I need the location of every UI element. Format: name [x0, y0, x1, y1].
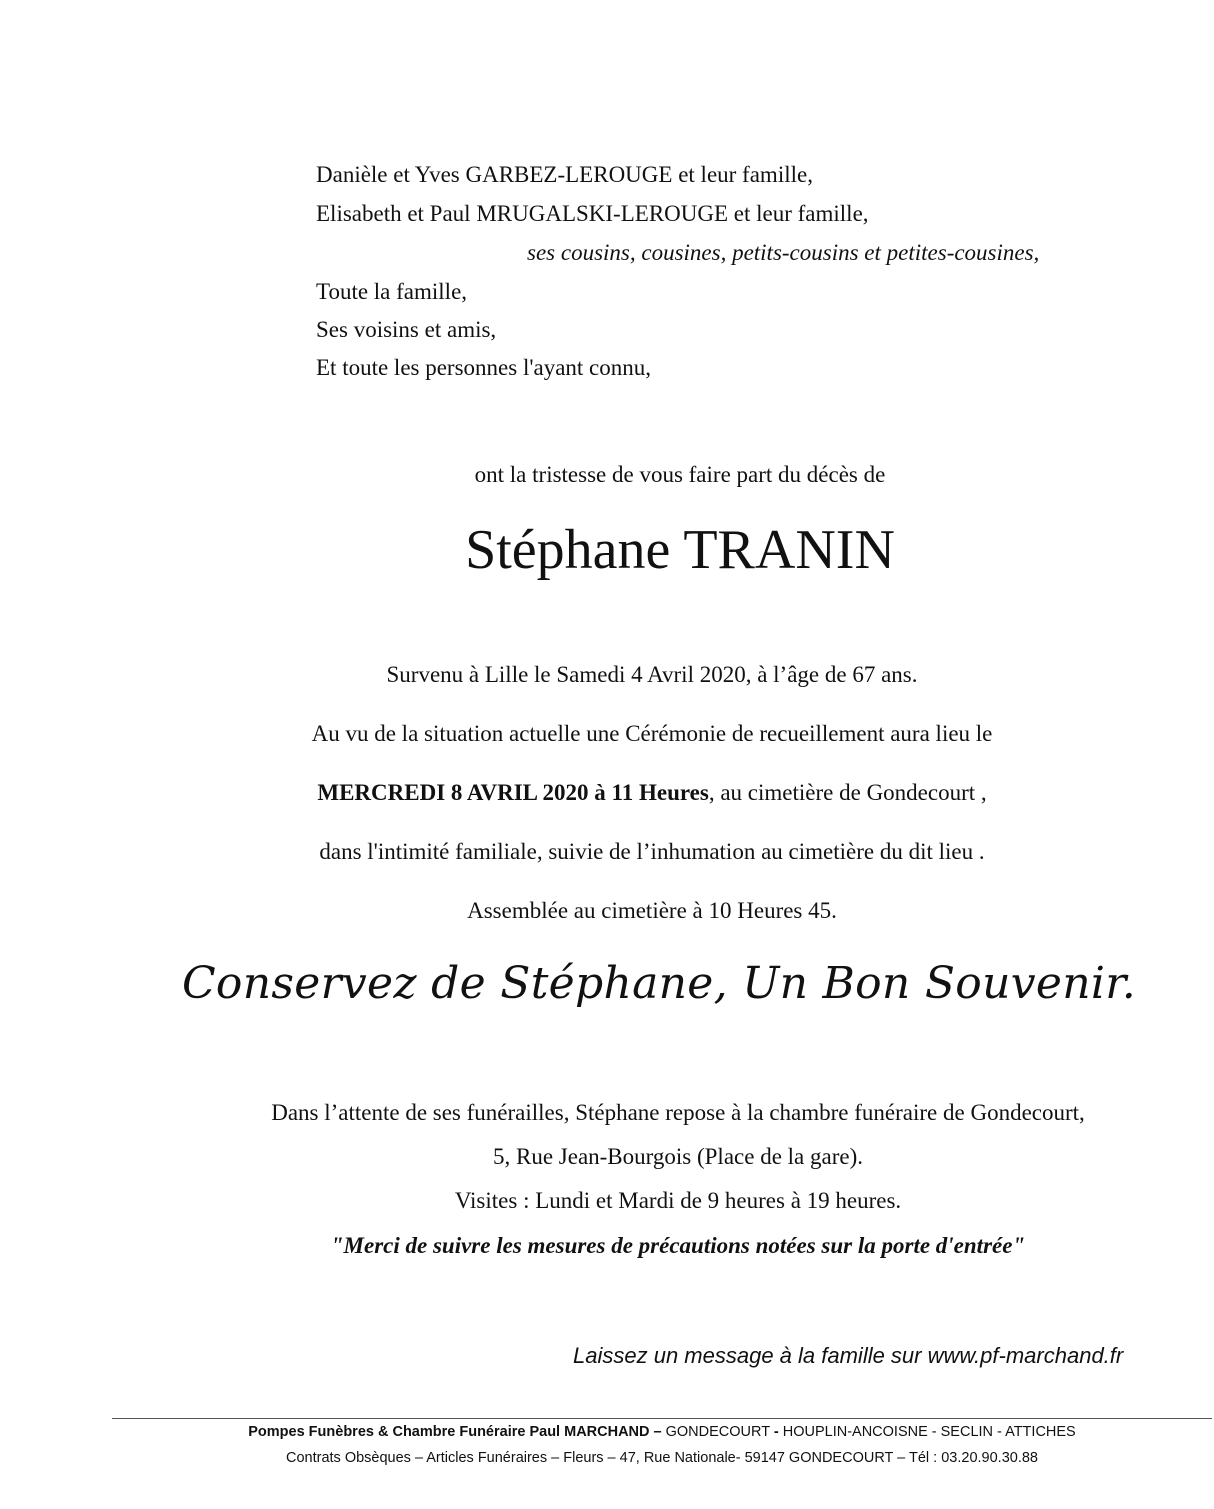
family-line-all-family: Toute la famille,	[316, 279, 468, 304]
family-line-acquaintances: Et toute les personnes l'ayant connu,	[316, 355, 652, 380]
remembrance-quote: Conservez de Stéphane, Un Bon Souvenir.	[181, 958, 1137, 1009]
footer-contact-line: Contrats Obsèques – Articles Funéraires – Fleurs – 47, Rue Nationale- 59147 GONDECOURT – Tél : 03.20.90.30.88	[286, 1450, 1038, 1466]
funeral-home-rest: Dans l’attente de ses funérailles, Stéphane repose à la chambre funéraire de Gondecourt,	[271, 1100, 1085, 1125]
ceremony-date: MERCREDI 8 AVRIL 2020 à 11 Heures	[317, 780, 709, 805]
announcement-text: ont la tristesse de vous faire part du décès de	[474, 462, 886, 487]
family-line-mrugalski: Elisabeth et Paul MRUGALSKI-LEROUGE et leur famille,	[316, 201, 869, 226]
assembly-time: Assemblée au cimetière à 10 Heures 45.	[467, 898, 837, 923]
footer-divider	[112, 1418, 1212, 1419]
footer-towns-b: HOUPLIN-ANCOISNE - SECLIN - ATTICHES	[778, 1424, 1076, 1440]
ceremony-intro: Au vu de la situation actuelle une Cérémonie de recueillement aura lieu le	[311, 721, 993, 746]
death-info: Survenu à Lille le Samedi 4 Avril 2020, à l’âge de 67 ans.	[386, 662, 918, 687]
family-line-garbez: Danièle et Yves GARBEZ-LEROUGE et leur famille,	[316, 162, 813, 187]
visit-hours: Visites : Lundi et Mardi de 9 heures à 19 heures.	[454, 1188, 902, 1213]
footer-company: Pompes Funèbres & Chambre Funéraire Paul MARCHAND –	[248, 1424, 662, 1440]
footer-towns-a: GONDECOURT	[661, 1424, 774, 1440]
footer-company-line	[112, 1424, 1212, 1440]
message-link[interactable]: Laissez un message à la famille sur www.pf-marchand.fr	[573, 1343, 1124, 1368]
ceremony-details: dans l'intimité familiale, suivie de l’inhumation au cimetière du dit lieu .	[319, 839, 985, 864]
family-line-cousins: ses cousins, cousines, petits-cousins et petites-cousines,	[527, 240, 1040, 265]
footer-separator: -	[773, 1424, 779, 1440]
precaution-notice: "Merci de suivre les mesures de précautions notées sur la porte d'entrée"	[330, 1233, 1026, 1258]
ceremony-location: , au cimetière de Gondecourt ,	[708, 780, 987, 805]
deceased-name: Stéphane TRANIN	[465, 519, 895, 581]
family-line-neighbors: Ses voisins et amis,	[316, 317, 497, 342]
ceremony-date-line	[0, 780, 1214, 806]
funeral-home-address: 5, Rue Jean-Bourgois (Place de la gare).	[492, 1144, 863, 1169]
